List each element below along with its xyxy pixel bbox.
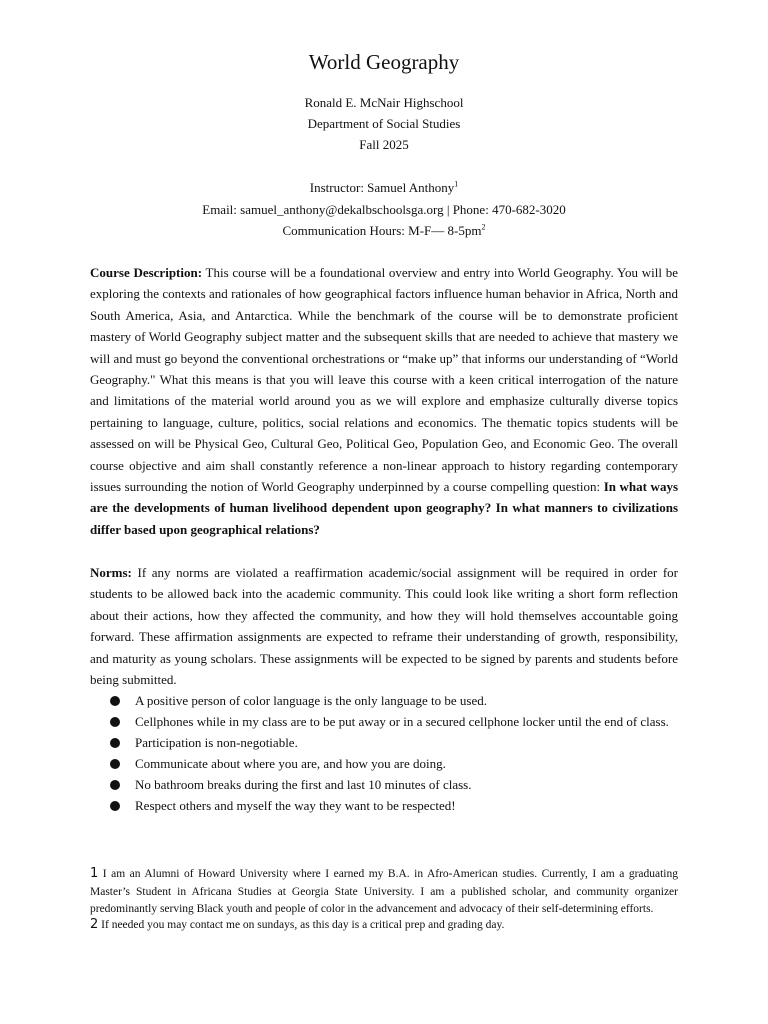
bullet-icon xyxy=(110,696,120,706)
instructor-name: Instructor: Samuel Anthony xyxy=(309,180,455,195)
norms-text: If any norms are violated a reaffirmation academic/social assignment will be required in order for students to be allowed back into the academic community. This could look like writing a short form reflection about their actions, how they affected the community, and how they will hold themselves accountable going forward. These affirmation assignments are expected to reframe their understanding of growth, responsibility, and maturity as young scholars. These assignments will be expected to be signed by parents and students before being submitted. xyxy=(90,565,678,688)
course-description-text: This course will be a foundational overview and entry into World Geography. You will be exploring the contexts and rationales of how geographical factors influence human behavior in Africa, North and South America, Asia, and Antarctica. While the benchmark of the course will be to demonstrate proficient mastery of World Geography subject matter and the subsequent skills that are needed to achieve that mastery we will and must go beyond the conventional orchestrations or “make up” that informs our understanding of “World Geography." What this means is that you will leave this course with a keen critical interrogation of the nature and limitations of the material world around you as we will explore and emphasize culturally diverse topics pertaining to language, culture, politics, social relations and economics. The thematic topics students will be assessed on will be Physical Geo, Cultural Geo, Political Geo, Population Geo, and Economic Geo. The overall course objective and aim shall constantly reference a non-linear approach to history regarding contemporary issues surrounding the notion of World Geography underpinned by a course compelling question: xyxy=(90,265,678,495)
course-description-label: Course Description: xyxy=(90,265,203,280)
list-item: Participation is non-negotiable. xyxy=(90,732,678,753)
footnote-text: I am an Alumni of Howard University where I earned my B.A. in Afro-American studies. Currently, I am a graduating Master’s Student in Africana Studies at Georgia State University. I am a published scholar, and community organizer predominantly serving Black youth and people of color in the advancement and advocacy of their self-determining efforts. xyxy=(90,868,678,915)
footnote-number: 1 xyxy=(90,866,99,881)
department-name: Department of Social Studies xyxy=(307,116,461,131)
list-item: Respect others and myself the way they want to be respected! xyxy=(90,795,678,816)
footnote-text: If needed you may contact me on sundays, as this day is a critical prep and grading day. xyxy=(98,919,505,931)
school-name: Ronald E. McNair Highschool xyxy=(304,95,464,110)
bullet-icon xyxy=(110,717,120,727)
hours-line xyxy=(90,220,678,241)
course-description xyxy=(90,262,678,540)
compelling-question: In what ways are the developments of human livelihood dependent upon geography? In what manners to civilizations differ based upon geographical relations? xyxy=(90,479,678,537)
norms-list xyxy=(90,690,678,816)
communication-hours: Communication Hours: M-F— 8-5pm xyxy=(282,223,482,238)
bullet-icon xyxy=(110,801,120,811)
bullet-icon xyxy=(110,738,120,748)
document-title: World Geography xyxy=(308,50,460,74)
term: Fall 2025 xyxy=(359,137,409,152)
norms-paragraph xyxy=(90,562,678,690)
list-item: Communicate about where you are, and how you are doing. xyxy=(90,753,678,774)
footnote-ref-1: 1 xyxy=(454,179,459,189)
list-item: Cellphones while in my class are to be put away or in a secured cellphone locker until the end of class. xyxy=(90,711,678,732)
footnote-ref-2: 2 xyxy=(481,222,486,232)
bullet-icon xyxy=(110,780,120,790)
instructor-line xyxy=(90,177,678,198)
list-item: A positive person of color language is the only language to be used. xyxy=(90,690,678,711)
footnote-number: 2 xyxy=(90,917,99,932)
contact-line: Email: samuel_anthony@dekalbschoolsga.org | Phone: 470-682-3020 xyxy=(202,202,566,217)
norms-label: Norms: xyxy=(90,565,132,580)
list-item: No bathroom breaks during the first and last 10 minutes of class. xyxy=(90,774,678,795)
footnote-2 xyxy=(90,916,678,935)
footnote-1 xyxy=(90,865,678,919)
bullet-icon xyxy=(110,759,120,769)
